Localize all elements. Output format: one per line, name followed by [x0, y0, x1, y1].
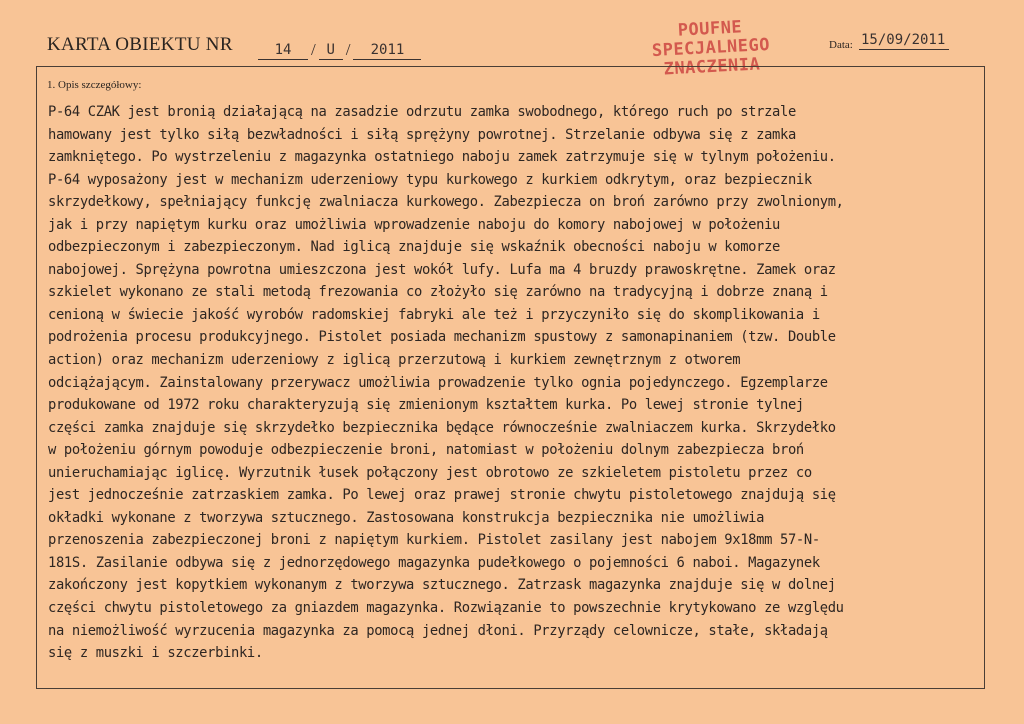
number-separator: /: [311, 40, 316, 59]
date-value: 15/09/2011: [859, 32, 949, 50]
text-line: skrzydełkowy, spełniający funkcję zwalniacza kurkowego. Zabezpiecza on broń zarówno przy zwolnionym,: [48, 194, 844, 211]
card-title: KARTA OBIEKTU NR: [47, 34, 233, 55]
text-line: action) oraz mechanizm uderzeniowy z iglicą przerzutową i kurkiem zewnętrznym z otworem: [48, 352, 741, 369]
text-line: jest jednocześnie zatrzaskiem zamka. Po lewej oraz prawej stronie chwytu pistoletowego znajdują się: [48, 487, 836, 504]
text-line: P-64 wyposażony jest w mechanizm uderzeniowy typu kurkowego z kurkiem odkrytym, oraz bezpiecznik: [48, 171, 812, 188]
text-line: unieruchamiając iglicę. Wyrzutnik łusek połączony jest obrotowo ze szkieletem pistoletu przez co: [48, 464, 812, 481]
text-line: części zamka znajduje się skrzydełko bezpiecznika będące równocześnie zwalniaczem kurka. Skrzydełko: [48, 419, 836, 436]
text-line: hamowany jest tylko siłą bezwładności i siłą sprężyny powrotnej. Strzelanie odbywa się z zamka: [48, 126, 796, 143]
text-line: części chwytu pistoletowego za gniazdem magazynka. Rozwiązanie to powszechnie krytykowano ze względu: [48, 600, 844, 617]
text-line: cenioną w świecie jakość wyrobów radomskiej fabryki ale też i przyczyniło się do skomplikowania i: [48, 306, 820, 323]
text-line: przenoszenia zabezpieczonej broni z napiętym kurkiem. Pistolet zasilany jest nabojem 9x18mm 57-N-: [48, 532, 820, 549]
date-label: Data:: [829, 39, 853, 51]
text-line: odciążającym. Zainstalowany przerywacz umożliwia prowadzenie tylko ognia pojedynczego. Egzemplarze: [48, 374, 828, 391]
text-line: 181S. Zasilanie odbywa się z jednorzędowego magazynka pudełkowego o pojemności 6 naboi. Magazynek: [48, 554, 820, 571]
text-line: nabojowej. Sprężyna powrotna umieszczona jest wokół lufy. Lufa ma 4 bruzdy prawoskrętne. Zamek oraz: [48, 261, 836, 278]
text-line: P-64 CZAK jest bronią działającą na zasadzie odrzutu zamka swobodnego, którego ruch po strzale: [48, 104, 796, 120]
text-line: szkielet wykonano ze stali metodą frezowania co złożyło się zarówno na tradycyjną i dobrze znaną i: [48, 284, 828, 301]
text-line: zakończony jest kopytkiem wykonanym z tworzywa sztucznego. Zatrzask magazynka znajduje się w dolnej: [48, 577, 836, 594]
object-number: [258, 32, 421, 60]
section-label: 1. Opis szczegółowy:: [47, 79, 142, 91]
text-line: na niemożliwość wyrzucenia magazynka za pomocą jednej dłoni. Przyrządy celownicze, stałe, składają: [48, 622, 828, 639]
stamp-line: SPECJALNEGO: [651, 34, 771, 62]
text-line: się z muszki i szczerbinki.: [48, 645, 263, 662]
number-separator: /: [345, 40, 351, 59]
text-line: zamkniętego. Po wystrzeleniu z magazynka ostatniego naboju zamek zatrzymuje się w tylnym położeniu.: [48, 149, 836, 166]
object-number-part-1: 14: [258, 42, 308, 60]
object-number-part-2: U: [319, 42, 343, 60]
stamp-line: ZNACZENIA: [663, 54, 761, 80]
text-line: produkowane od 1972 roku charakteryzują się zmienionym kształtem kurka. Po lewej stronie tylnej: [48, 397, 804, 414]
text-line: okładki wykonane z tworzywa sztucznego. Zastosowana konstrukcja bezpiecznika nie umożliwia: [48, 509, 765, 526]
stamp-line: POUFNE: [677, 17, 743, 41]
description-text: [48, 101, 974, 665]
text-line: podrożenia procesu produkcyjnego. Pistolet posiada mechanizm spustowy z samonapinaniem (tzw. Double: [48, 329, 836, 346]
text-line: w położeniu górnym powoduje odbezpieczenie broni, natomiast w położeniu dolnym zabezpiecza broń: [48, 442, 804, 459]
object-number-part-3: 2011: [353, 42, 421, 60]
text-line: jak i przy napiętym kurku oraz umożliwia wprowadzenie naboju do komory nabojowej w położeniu: [48, 216, 780, 233]
text-line: odbezpieczonym i zabezpieczonym. Nad iglicą znajduje się wskaźnik obecności naboju w komorze: [48, 239, 780, 256]
